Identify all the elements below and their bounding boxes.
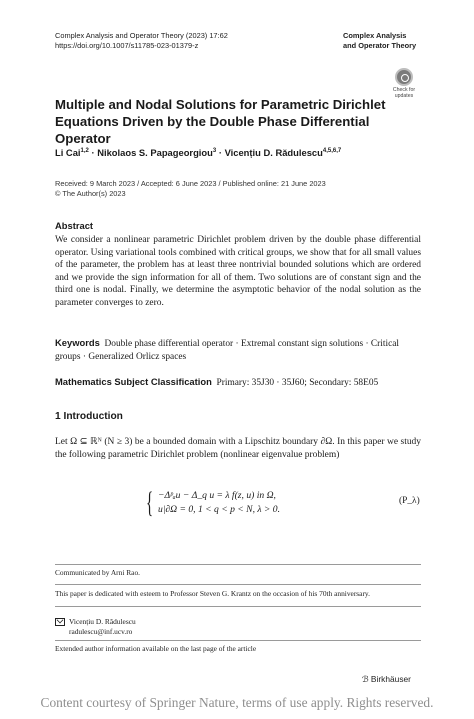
author-separator: · — [88, 147, 98, 158]
author-affiliation: 3 — [212, 147, 217, 154]
intro-paragraph: Let Ω ⊆ ℝᴺ (N ≥ 3) be a bounded domain with a Lipschitz boundary ∂Ω. In this paper we study the following parametric Dirichlet problem (nonlinear eigenvalue problem) — [55, 437, 421, 460]
msc-text: Primary: 35J30 · 35J60; Secondary: 58E05 — [216, 378, 379, 388]
author-list — [55, 147, 341, 158]
doi-link[interactable]: https://doi.org/10.1007/s11785-023-01379-z — [55, 41, 199, 50]
check-updates-icon — [395, 68, 413, 86]
footnote-rule — [55, 606, 421, 607]
keywords — [55, 337, 421, 363]
author-affiliation: 4,5,6,7 — [322, 147, 342, 154]
author-name[interactable]: Vicențiu D. Rădulescu — [224, 147, 323, 158]
journal-citation: Complex Analysis and Operator Theory (2023) 17:62 — [55, 31, 228, 40]
abstract-text: We consider a nonlinear parametric Dirichlet problem driven by the double phase differential operator. Using variational tools combined with critical groups, we show that for all small values of the parameter, the problem has at least three nontrivial bounded solutions which are ordered and we provide the sign information for all of them. Two solutions are of constant sign and the third one is nodal. Finally, we determine the asymptotic behavior of the nodal solution as the parameter converges to zero. — [55, 235, 421, 308]
communicated-by: Communicated by Arni Rao. — [55, 568, 140, 577]
equation-line2: u|∂Ω = 0, 1 < q < p < N, λ > 0. — [158, 504, 280, 515]
history-dates: Received: 9 March 2023 / Accepted: 6 June 2023 / Published online: 21 June 2023 — [55, 179, 326, 188]
author-affiliation: 1,2 — [80, 147, 89, 154]
journal-name — [343, 31, 416, 51]
author-separator: · — [216, 147, 225, 158]
envelope-icon — [55, 618, 65, 626]
copyright: © The Author(s) 2023 — [55, 189, 126, 198]
dedication: This paper is dedicated with esteem to Professor Steven G. Krantz on the occasion of his 70th anniversary. — [55, 589, 370, 598]
section-heading: 1 Introduction — [55, 411, 123, 422]
abstract-heading: Abstract — [55, 220, 94, 231]
corresponding-name: Vicențiu D. Rădulescu — [69, 617, 136, 626]
keywords-text: Double phase differential operator · Extremal constant sign solutions · Critical groups · Generalized Orlicz spaces — [55, 339, 400, 362]
footnote-rule — [55, 640, 421, 641]
footnote-rule — [55, 584, 421, 585]
keywords-label: Keywords — [55, 337, 100, 348]
publisher-logo — [362, 674, 411, 684]
title-line2: Equations Driven by the Double Phase Differential Operator — [55, 114, 370, 146]
equation-line1: −Δᵖₐu − Δ_q u = λ f(z, u) in Ω, — [158, 490, 276, 501]
courtesy-notice: Content courtesy of Springer Nature, terms of use apply. Rights reserved. — [40, 695, 434, 710]
corresponding-author — [55, 617, 136, 637]
author-name[interactable]: Li Cai — [55, 147, 81, 158]
corresponding-email[interactable]: radulescu@inf.ucv.ro — [69, 627, 133, 636]
equation-system — [150, 489, 280, 517]
author-name[interactable]: Nikolaos S. Papageorgiou — [97, 147, 213, 158]
badge-line1: Check for — [392, 87, 416, 93]
running-header — [55, 31, 228, 51]
publisher-name: Birkhäuser — [370, 674, 411, 684]
badge-line2: updates — [394, 93, 414, 99]
journal-name-line2: and Operator Theory — [343, 41, 417, 50]
equation-tag: (P_λ) — [399, 496, 420, 506]
paper-title — [55, 96, 425, 147]
birkhauser-icon: ℬ — [362, 674, 369, 684]
footnote-rule — [55, 564, 421, 565]
publication-dates — [55, 179, 326, 199]
title-line1: Multiple and Nodal Solutions for Parametric Dirichlet — [55, 97, 386, 112]
msc-label: Mathematics Subject Classification — [55, 376, 212, 387]
equation-brace: { — [146, 486, 154, 519]
msc-classification — [55, 376, 421, 390]
extended-info-note: Extended author information available on the last page of the article — [55, 644, 257, 653]
journal-name-line1: Complex Analysis — [343, 31, 407, 40]
